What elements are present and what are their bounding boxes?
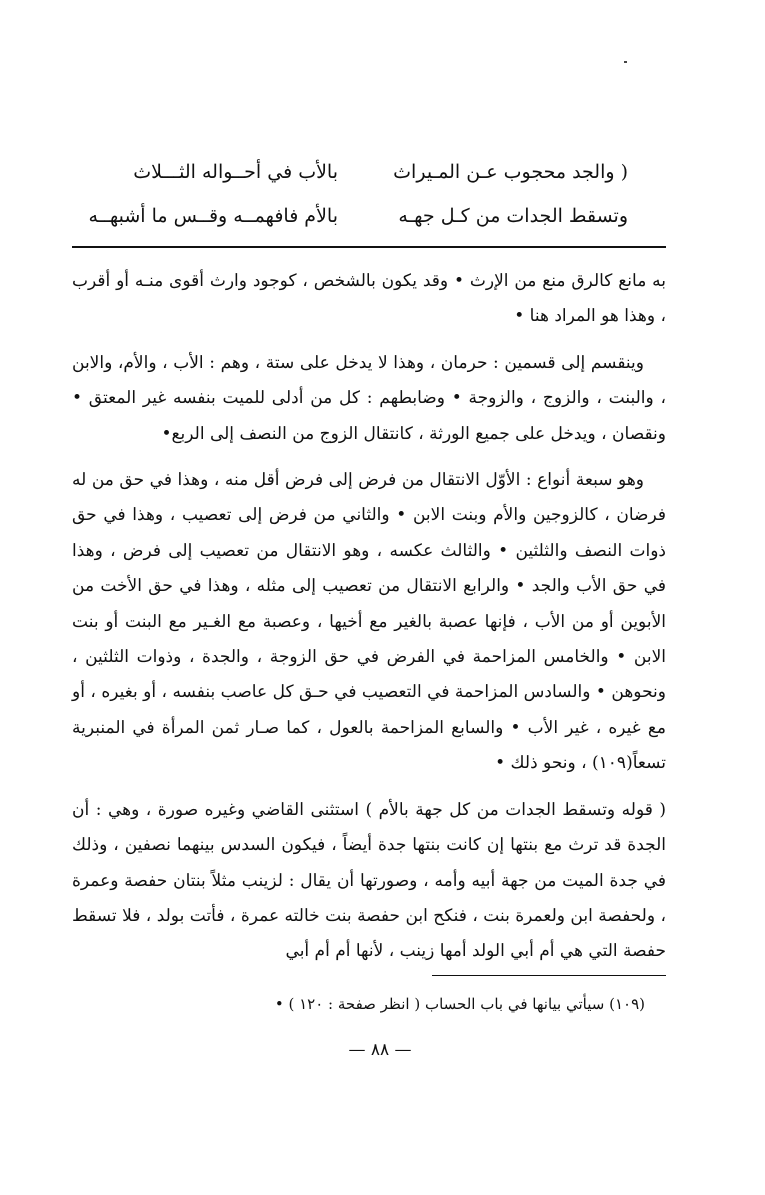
verse-line-2-first-hemistich: وتسقط الجدات من كـل جهـه (398, 205, 628, 227)
verse-line-1-second-hemistich: بالأب في أحــواله الثـــلاث (133, 161, 338, 183)
paragraph-3: وهو سبعة أنواع : الأوّل الانتقال من فرض إلى فرض أقل منه ، وهذا في حق من له فرضان ، كالزوجين والأم وبنت الابن • والثاني من فرض إلى تعصيب ، وهذا في حق ذوات النصف والثلثين • والثالث عكسه ، وهو الانتقال من تعصيب إلى فرض ، وهذا في حق الأب والجد • والرابع الانتقال من تعصيب إلى مثله ، وهذا في حق الأخت من الأبوين أو من الأب ، فإنها عصبة بالغير مع أخيها ، وعصبة مع الغـير مع البنت أو بنت الابن • والخامس المزاحمة في الفرض في حق الزوجة ، والجدة ، وذوات الثلثين ، ونحوهن • والسادس المزاحمة في التعصيب في حـق كل عاصب بنفسه ، أو بغيره ، أو مع غيره ، غير الأب • والسابع المزاحمة بالعول ، كما صـار ثمن المرأة في المنبرية تسعاً(١٠٩) ، ونحو ذلك • (72, 470, 666, 774)
verse-block (88, 150, 628, 238)
verse-divider (72, 246, 666, 248)
footnote: (١٠٩) سيأتي بيانها في باب الحساب ( انظر صفحة : ١٢٠ ) • (274, 995, 645, 1013)
paragraph-1: به مانع كالرق منع من الإرث • وقد يكون بالشخص ، كوجود وارث أقوى منـه أو أقرب ، وهذا هو المراد هنا • (72, 271, 666, 327)
verse-line-1 (108, 150, 628, 194)
commentary-body (72, 264, 666, 981)
page-number: — ٨٨ — (348, 1040, 412, 1060)
paragraph-2: وينقسم إلى قسمين : حرمان ، وهذا لا يدخل على ستة ، وهم : الأب ، والأم، والابن ، والبنت ، والزوج ، والزوجة • وضابطهم : كل من أدلى للميت بنفسه غير المعتق • ونقصان ، ويدخل على جميع الورثة ، كانتقال الزوج من النصف إلى الربع• (72, 352, 666, 444)
verse-line-1-first-hemistich: ( والجد محجوب عـن المـيراث (393, 161, 628, 183)
paragraph-4: ( قوله وتسقط الجدات من كل جهة بالأم ) استثنى القاضي وغيره صورة ، وهي : أن الجدة قد ترث مع بنتها إن كانت بنتها جدة أيضاً ، فيكون السدس بينهما نصفين ، وذلك في جدة الميت من جهة أبيه وأمه ، وصورتها أن يقال : لزينب مثلاً بنتان حفصة وعمرة ، ولحفصة ابن ولعمرة بنت ، فنكح ابن حفصة بنت خالته عمرة ، فأتت بولد ، فلا تسقط حفصة التي هي أم أبي الولد أمها زينب ، لأنها أم أم أبي (72, 799, 666, 962)
footnote-divider (432, 975, 666, 976)
verse-line-2-second-hemistich: بالأم فافهمــه وقــس ما أشبهــه (88, 205, 338, 227)
verse-line-2 (88, 194, 628, 238)
scan-speck (624, 61, 627, 63)
